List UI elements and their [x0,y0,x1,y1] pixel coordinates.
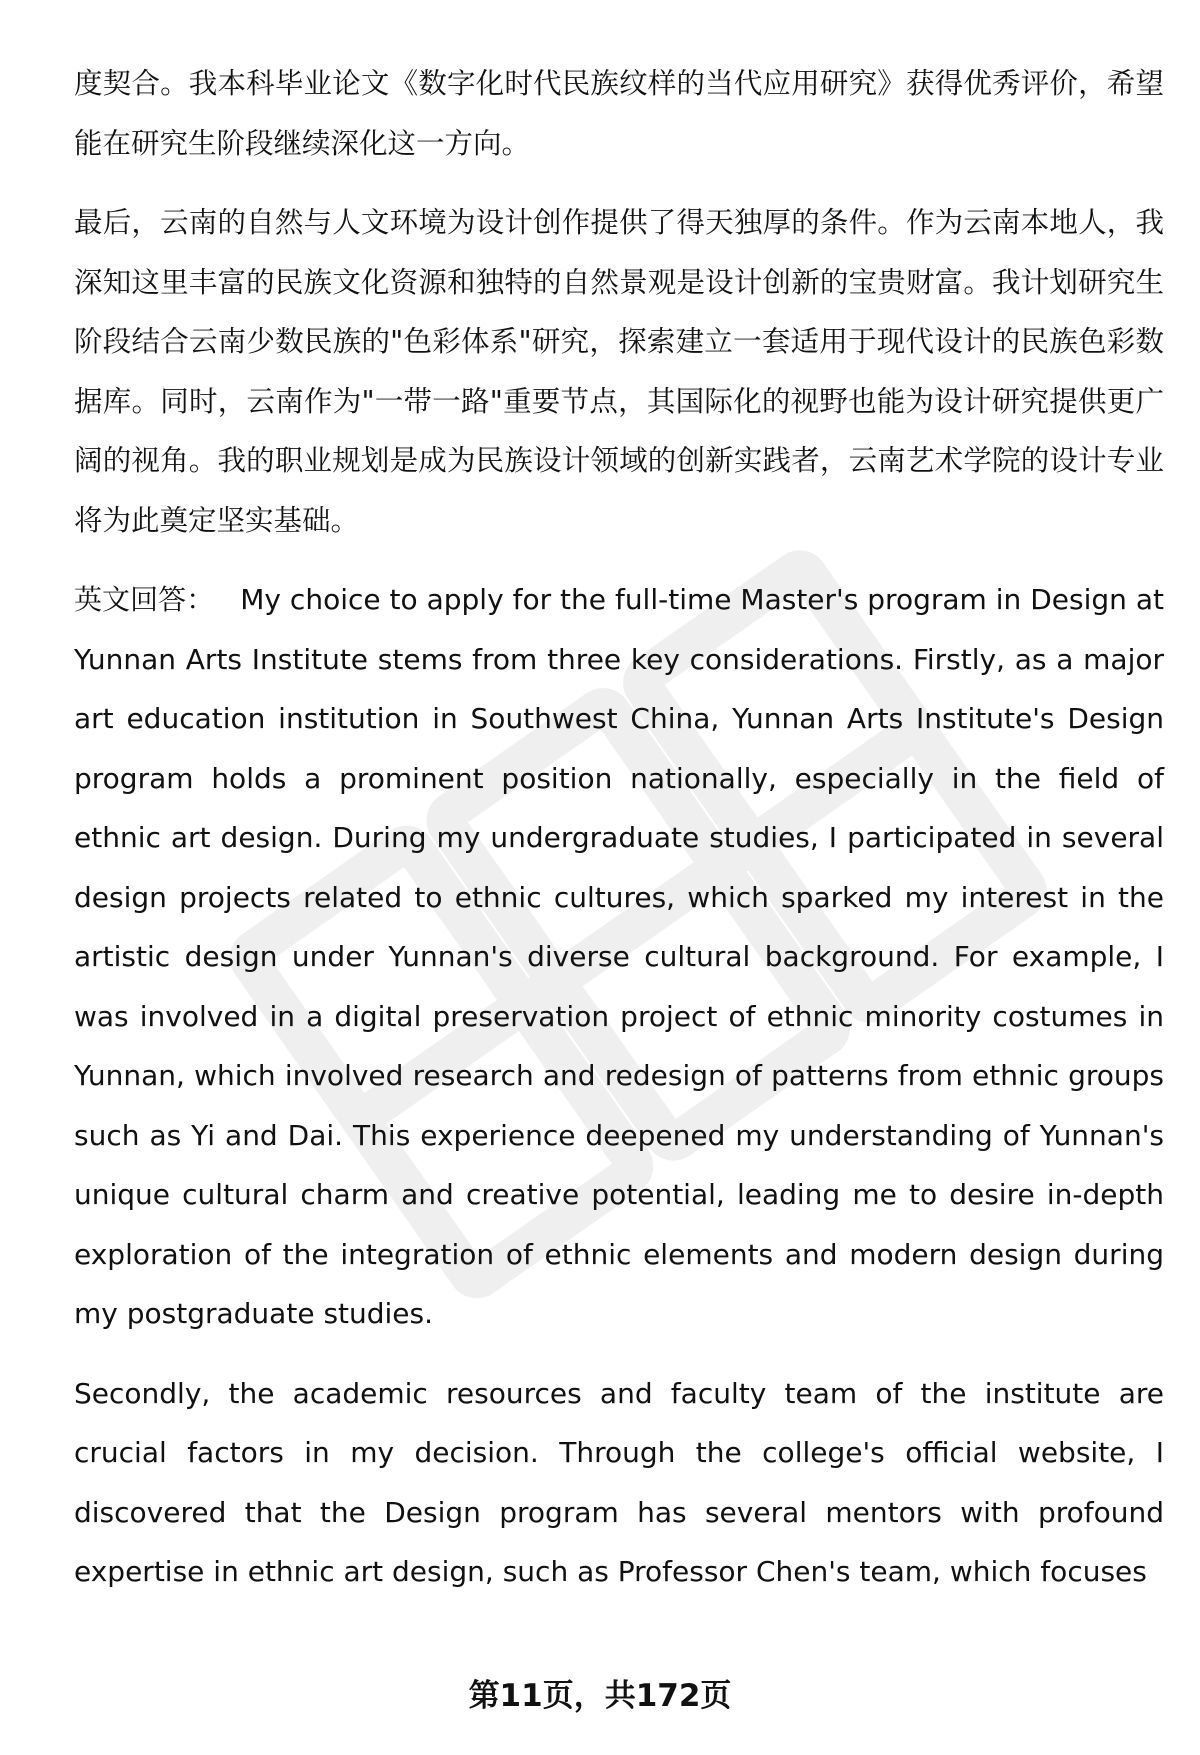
paragraph-1: 度契合。我本科毕业论文《数字化时代民族纹样的当代应用研究》获得优秀评价，希望能在研究生阶段继续深化这一方向。 [74,67,1164,160]
english-answer-label: 英文回答： [74,583,215,616]
document-page [74,54,1164,1602]
paragraph-2: 最后，云南的自然与人文环境为设计创作提供了得天独厚的条件。作为云南本地人，我深知这里丰富的民族文化资源和独特的自然景观是设计创新的宝贵财富。我计划研究生阶段结合云南少数民族的"色彩体系"研究，探索建立一套适用于现代设计的民族色彩数据库。同时，云南作为"一带一路"重要节点，其国际化的视野也能为设计研究提供更广阔的视角。我的职业规划是成为民族设计领域的创新实践者，云南艺术学院的设计专业将为此奠定坚实基础。 [74,206,1164,537]
paragraph-4: Secondly, the academic resources and faculty team of the institute are crucial factors in my decision. Through the college's official website, I discovered that the Design program has several mentors with profound expertise in ethnic art design, such as Professor Chen's team, which focuses [74,1376,1164,1588]
page-number-footer: 第11页，共172页 [468,1678,732,1714]
paragraph-3-text: My choice to apply for the full-time Master's program in Design at Yunnan Arts Institute stems from three key considerations. Firstly, as a major art education institution in Southwest China, Yunnan Arts Institute's Design program holds a prominent position nationally, especially in the field of ethnic art design. During my undergraduate studies, I participated in several design projects related to ethnic cultures, which sparked my interest in the artistic design under Yunnan's diverse cultural background. For example, I was involved in a digital preservation project of ethnic minority costumes in Yunnan, which involved research and redesign of patterns from ethnic groups such as Yi and Dai. This experience deepened my understanding of Yunnan's unique cultural charm and creative potential, leading me to desire in-depth exploration of the integration of ethnic elements and modern design during my postgraduate studies. [74,583,1164,1330]
paragraph-3 [74,570,1164,1344]
